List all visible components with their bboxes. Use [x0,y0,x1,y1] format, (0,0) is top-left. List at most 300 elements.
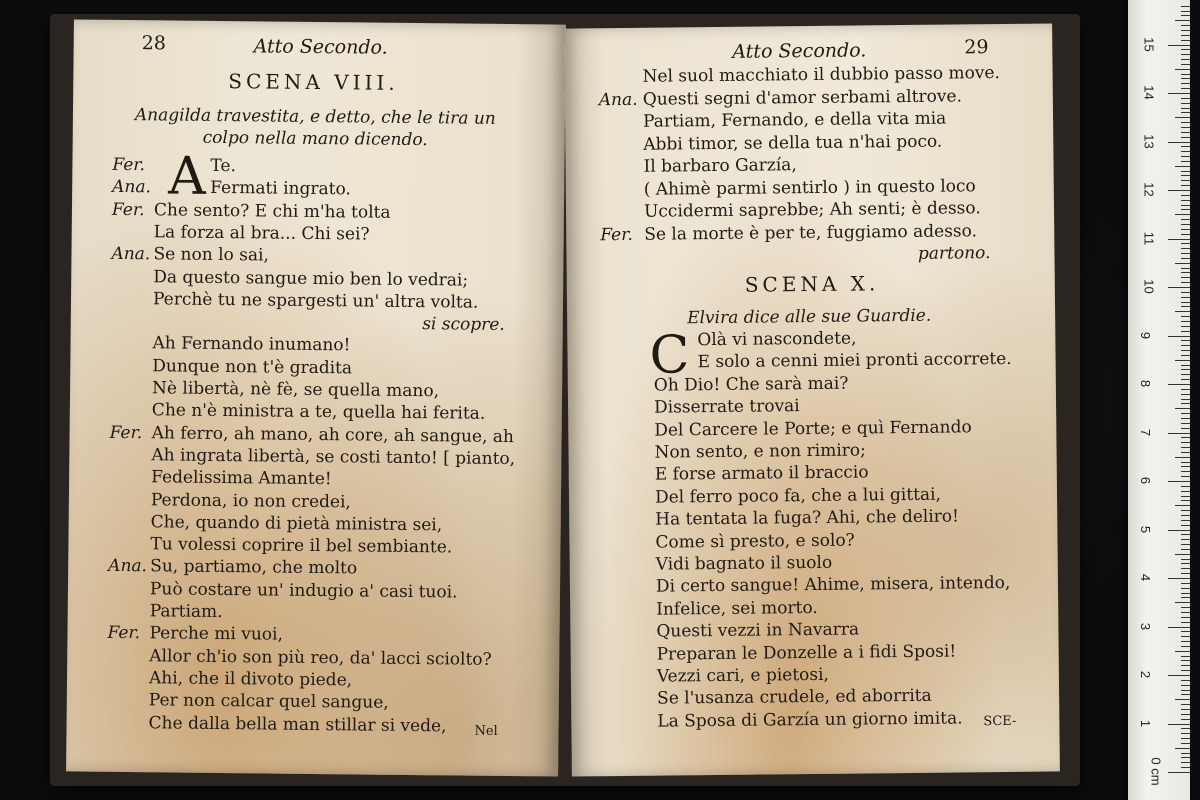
speaker-label: Ana. [598,89,638,110]
ruler-tick [1181,122,1190,123]
verse-text: Ah ferro, ah mano, ah core, ah sangue, ah [151,422,515,447]
verse-text: Se la morte è per te, fuggiamo adesso. [644,220,978,245]
ruler-tick [1175,554,1190,555]
scene-title-left: SCENA VIII. [228,69,399,95]
ruler-tick [1175,214,1190,215]
ruler-tick [1181,563,1190,564]
ruler-tick [1181,767,1190,768]
ruler-tick [1181,753,1190,754]
verse-line [918,242,991,265]
verse-text: Può costare un' indugio a' casi tuoi. [149,578,458,603]
ruler-tick [1181,597,1190,598]
verse-text: Ha tentata la fuga? Ahi, che deliro! [655,506,960,530]
verse-line [107,622,283,646]
verse-line [655,462,869,486]
ruler-tick [1181,757,1190,758]
verse-text: Il barbaro Garzía, [643,155,797,177]
verse-line [152,333,350,357]
ruler-tick [1168,93,1190,94]
ruler-tick [1181,685,1190,686]
page-number-left: 28 [141,32,167,55]
ruler-tick [1181,607,1190,608]
ruler-tick [1168,239,1190,240]
ruler-tick [1181,573,1190,574]
ruler-tick [1181,403,1190,404]
catchword-left: Nel [474,723,498,739]
verse-text: si scopre. [422,314,505,336]
ruler-tick [1181,185,1190,186]
verse-text: Tu volessi coprire il bel sembiante. [150,534,453,558]
ruler-tick [1181,704,1190,705]
ruler-tick [1181,40,1190,41]
ruler-tick [1181,253,1190,254]
verse-text: Infelice, sei morto. [656,597,818,620]
ruler-tick [1181,74,1190,75]
verse-line [150,533,452,558]
ruler-label: 14 [1141,85,1157,100]
ruler-tick [1181,326,1190,327]
ruler-tick [1168,190,1190,191]
ruler-tick [1181,146,1190,147]
ruler-tick [1181,316,1190,317]
verse-text: Olà vi nascondete, [697,328,857,351]
verse-line [654,395,800,419]
verse-line [657,640,957,665]
ruler-tick [1168,627,1190,628]
ruler-tick [1181,64,1190,65]
verse-text: Partiam, Fernando, e della vita mia [642,108,947,132]
verse-text: Ah Fernando inumano! [152,333,351,356]
ruler-tick [1181,714,1190,715]
ruler-tick [1181,171,1190,172]
ruler-tick [1181,88,1190,89]
speaker-label: Fer. [600,224,633,245]
ruler-tick [1181,743,1190,744]
ruler-tick [1181,11,1190,12]
verse-text: Dunque non t'è gradita [152,355,353,379]
ruler-tick [1181,428,1190,429]
ruler-tick [1175,408,1190,409]
ruler-tick [1181,525,1190,526]
ruler-tick [1175,20,1190,21]
ruler-tick [1181,200,1190,201]
ruler-tick [1181,437,1190,438]
verse-line [150,600,223,623]
ruler-label: 9 [1138,331,1154,339]
ruler-tick [1181,622,1190,623]
ruler-label: 15 [1141,36,1157,52]
ruler-tick [1168,433,1190,434]
verse-text: partono. [917,243,991,264]
verse-text: Su, partiamo, che molto [150,556,358,579]
ruler-tick [1168,384,1190,385]
ruler-tick [1181,345,1190,346]
verse-line [152,400,486,425]
ruler-tick [1175,117,1190,118]
ruler-tick [1181,132,1190,133]
verse-text: Abbi timor, se della tua n'hai poco. [643,131,943,155]
left-page [66,19,566,776]
verse-text: ( Ahimè parmi sentirlo ) in questo loco [643,175,976,200]
ruler-tick [1181,719,1190,720]
ruler-label: 7 [1138,428,1154,436]
verse-line [643,130,942,155]
ruler-tick [1168,772,1190,773]
verse-text: Come sì presto, e solo? [655,530,855,553]
scene-title-right: SCENA X. [744,271,880,297]
page-number-right: 29 [964,36,989,59]
ruler-tick [1181,728,1190,729]
ruler-tick [1181,108,1190,109]
ruler-tick [1181,534,1190,535]
ruler-label: 12 [1141,182,1157,197]
verse-text: Preparan le Donzelle a i fidi Sposi! [656,641,957,665]
ruler-tick [1181,30,1190,31]
ruler-tick [1181,670,1190,671]
verse-line [654,439,866,463]
verse-text: Se l'usanza crudele, ed aborrita [657,686,932,710]
ruler-tick [1168,578,1190,579]
verse-text: Di certo sangue! Ahime, misera, intendo, [655,573,1011,598]
verse-text: Nè libertà, nè fè, se quella mano, [151,378,440,402]
ruler-tick [1181,83,1190,84]
verse-text: Perche mi vuoi, [149,623,284,645]
ruler-tick [1181,496,1190,497]
verse-line [643,154,796,178]
ruler-label: 0 cm [1148,757,1164,786]
ruler-tick [1181,258,1190,259]
ruler-tick [1181,471,1190,472]
ruler-tick [1181,442,1190,443]
stage-direction-left-2: colpo nella mano dicendo. [202,127,428,151]
verse-text: Perdona, io non credei, [150,489,352,512]
ruler-tick [1168,45,1190,46]
drop-cap-left: A [167,146,207,207]
verse-line [655,529,855,553]
verse-line [112,154,236,177]
ruler-tick [1181,374,1190,375]
verse-text: E solo a cenni miei pronti accorrete. [697,349,1012,373]
ruler-tick [1181,680,1190,681]
verse-text: Del ferro poco fa, che a lui gittai, [654,484,942,508]
ruler-tick [1181,161,1190,162]
ruler-tick [1181,559,1190,560]
verse-line [149,689,389,714]
ruler-tick [1181,175,1190,176]
ruler-tick [1181,709,1190,710]
verse-text: Disserrate trovai [653,396,800,418]
ruler-tick [1181,302,1190,303]
ruler-label: 8 [1138,379,1154,388]
verse-line [657,664,829,688]
ruler-tick [1181,369,1190,370]
verse-line [656,597,818,621]
verse-line [643,108,946,133]
ruler-tick [1181,248,1190,249]
ruler-tick [1175,457,1190,458]
verse-text: La Sposa di Garzía un giorno imita. [657,708,963,732]
verse-line [656,619,859,643]
ruler-tick [1181,660,1190,661]
verse-line [148,712,446,737]
ruler-tick [1168,336,1190,337]
verse-text: Vidi bagnato il suolo [655,552,833,575]
verse-line [152,377,439,402]
ruler-tick [1181,762,1190,763]
verse-line [697,328,856,352]
ruler-tick [1181,413,1190,414]
ruler-tick [1168,287,1190,288]
ruler-tick [1175,166,1190,167]
verse-line [154,221,370,245]
verse-line [112,198,391,223]
ruler-tick [1181,321,1190,322]
ruler-tick [1181,641,1190,642]
verse-line [111,243,269,267]
ruler-tick [1181,350,1190,351]
ruler-tick [1181,365,1190,366]
verse-text: Per non calcar quel sangue, [148,690,389,713]
verse-text: Partiam. [149,601,223,623]
verse-text: Nel suol macchiato il dubbio passo move. [642,63,1000,87]
ruler-tick [1181,583,1190,584]
ruler-tick [1181,520,1190,521]
verse-line [151,489,351,513]
ruler-tick [1181,268,1190,269]
verse-text: Perchè tu ne spargesti un' altra volta. [152,289,479,313]
ruler-label: 11 [1141,231,1157,245]
ruler-tick [1168,142,1190,143]
verse-line [149,667,352,691]
ruler-tick [1181,151,1190,152]
verse-text: Uccidermi saprebbe; Ah senti; è desso. [643,198,981,222]
speaker-label: Ana. [108,556,148,577]
ruler-tick [1181,476,1190,477]
verse-line [697,348,1011,373]
verse-line [149,645,492,671]
ruler-tick [1181,690,1190,691]
ruler-tick [1181,733,1190,734]
ruler-tick [1181,209,1190,210]
ruler-tick [1181,331,1190,332]
ruler-tick [1168,724,1190,725]
ruler-tick [1175,360,1190,361]
ruler-tick [1181,282,1190,283]
ruler-tick [1181,665,1190,666]
ruler-label: 3 [1138,622,1154,630]
verse-text: Che, quando di pietà ministra sei, [150,512,443,536]
verse-line [644,197,981,223]
verse-text: Che sento? E chi m'ha tolta [153,199,391,223]
ruler-tick [1181,54,1190,55]
ruler-tick [1181,292,1190,293]
stage-direction-left-1: Anagilda travestita, e detto, che le tira un [134,105,496,129]
ruler-tick [1175,699,1190,700]
right-page [564,23,1060,776]
ruler-tick [1168,530,1190,531]
speaker-label: Fer. [107,623,141,644]
ruler-tick [1181,25,1190,26]
ruler-tick [1181,544,1190,545]
drop-cap-right: C [649,325,690,386]
speaker-label: Fer. [109,422,143,443]
ruler-tick [1181,593,1190,594]
verse-text: E forse armato il braccio [654,462,869,486]
ruler-label: 2 [1138,670,1154,679]
verse-line [153,266,468,291]
ruler-tick [1181,394,1190,395]
verse-line [654,416,972,441]
verse-text: Da questo sangue mio ben lo vedrai; [153,266,469,291]
ruler-label: 4 [1138,573,1154,582]
verse-text: Che dalla bella man stillar si vede, [148,712,447,736]
verse-text: Ahi, che il divoto piede, [148,668,353,691]
speaker-label: Ana. [112,177,152,198]
ruler-tick [1175,263,1190,264]
ruler-tick [1181,612,1190,613]
ruler-tick [1181,379,1190,380]
verse-line [153,288,479,313]
ruler-tick [1181,738,1190,739]
ruler-tick [1181,389,1190,390]
ruler-tick [1181,617,1190,618]
ruler-tick [1181,462,1190,463]
ruler-tick [1181,631,1190,632]
verse-line [642,62,1000,88]
ruler-tick [1181,243,1190,244]
ruler-tick [1181,491,1190,492]
ruler-tick [1181,466,1190,467]
ruler-tick [1181,127,1190,128]
verse-line [654,372,849,396]
ruler-tick [1181,277,1190,278]
ruler-tick [1181,500,1190,501]
verse-text: Fedelissima Amante! [151,467,332,490]
ruler-tick [1181,549,1190,550]
ruler-tick [1181,297,1190,298]
verse-text: Questi vezzi in Navarra [656,619,860,642]
ruler-tick [1181,636,1190,637]
stage-direction-right: Elvira dice alle sue Guardie. [687,305,932,329]
verse-text: Vezzi cari, e pietosi, [656,664,830,687]
verse-line [599,85,962,111]
ruler-tick [1181,452,1190,453]
ruler-tick [1181,234,1190,235]
verse-line [656,572,1011,598]
ruler-tick [1168,481,1190,482]
ruler-tick [1181,510,1190,511]
verse-line [655,483,941,508]
ruler-label: 10 [1141,279,1157,294]
verse-line [644,175,976,200]
verse-line [657,707,963,732]
ruler-tick [1181,539,1190,540]
verse-line [422,313,505,336]
ruler-tick [1181,423,1190,424]
verse-text: Che n'è ministra a te, quella hai ferita. [151,400,486,425]
ruler-tick [1181,447,1190,448]
ruler-tick [1181,355,1190,356]
ruler-tick [1181,568,1190,569]
speaker-label: Fer. [112,154,146,176]
ruler-tick [1175,651,1190,652]
verse-text: La forza al bra... Chi sei? [153,222,370,245]
ruler-tick [1181,656,1190,657]
verse-text: Ah ingrata libertà, se costi tanto! [ pianto, [151,445,516,469]
ruler-tick [1181,418,1190,419]
ruler-tick [1181,59,1190,60]
ruler-label: 1 [1138,719,1154,727]
ruler-tick [1181,399,1190,400]
catchword-right: SCE- [983,713,1017,730]
ruler-tick [1181,49,1190,50]
measuring-ruler [1128,0,1190,800]
ruler-tick [1181,588,1190,589]
ruler-tick [1181,646,1190,647]
ruler-tick [1181,78,1190,79]
verse-text: Oh Dio! Che sarà mai? [653,373,849,396]
verse-line [112,176,351,200]
ruler-tick [1181,272,1190,273]
verse-text: Questi segni d'amor serbami altrove. [642,85,963,110]
ruler-tick [1175,505,1190,506]
ruler-tick [1181,98,1190,99]
ruler-tick [1181,219,1190,220]
ruler-tick [1181,180,1190,181]
ruler-tick [1181,205,1190,206]
speaker-label: Fer. [111,199,145,220]
ruler-tick [1181,195,1190,196]
ruler-label: 13 [1141,133,1157,149]
ruler-tick [1181,35,1190,36]
ruler-tick [1181,229,1190,230]
verse-text: Allor ch'io son più reo, da' lacci sciolto? [149,645,492,670]
verse-line [152,355,352,379]
ruler-label: 5 [1138,525,1154,533]
speaker-label: Ana. [111,244,151,265]
ruler-tick [1181,515,1190,516]
ruler-tick [1181,694,1190,695]
ruler-tick [1181,340,1190,341]
ruler-tick [1181,6,1190,7]
verse-text: Te. [210,155,237,177]
verse-text: Non sento, e non rimiro; [654,440,866,463]
ruler-tick [1181,306,1190,307]
ruler-tick [1181,137,1190,138]
ruler-tick [1168,675,1190,676]
verse-line [657,685,932,710]
running-head-left: Atto Secondo. [253,35,388,59]
ruler-tick [1181,486,1190,487]
verse-line [150,578,458,603]
ruler-tick [1181,156,1190,157]
verse-line [151,466,332,490]
verse-line [600,220,977,246]
verse-text: Fermati ingrato. [210,178,351,200]
ruler-tick [1181,224,1190,225]
ruler-tick [1181,15,1190,16]
verse-line [656,552,833,576]
running-head-right: Atto Secondo. [732,39,867,63]
ruler-label: 6 [1138,476,1154,485]
ruler-tick [1175,311,1190,312]
verse-line [151,511,443,536]
verse-line [655,506,959,531]
verse-text: Se non lo sai, [153,244,270,266]
ruler-tick [1175,602,1190,603]
ruler-tick [1175,69,1190,70]
verse-text: Del Carcere le Porte; e quì Fernando [654,416,972,441]
